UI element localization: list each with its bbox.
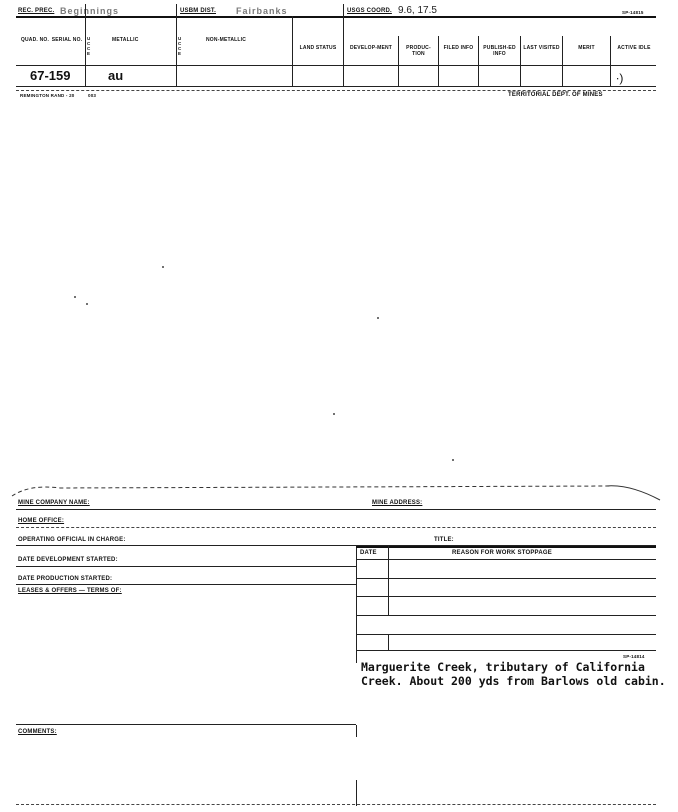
rec-prec-handwritten: Beginnings <box>60 6 119 16</box>
usgs-coord-label: USGS COORD. <box>347 8 392 14</box>
typed-note-line: Marguerite Creek, tributary of California <box>361 660 645 674</box>
table-row-rule <box>356 615 656 616</box>
col-divider <box>562 36 563 86</box>
scan-speck <box>452 459 454 461</box>
table-row-rule <box>356 650 656 651</box>
scan-speck <box>74 296 76 298</box>
col-divider <box>610 36 611 86</box>
published-info-header: PUBLISH-ED INFO <box>483 45 516 57</box>
title-label: TITLE: <box>434 537 454 543</box>
table-row-rule <box>356 578 656 579</box>
scan-speck <box>162 266 164 268</box>
printer-credit: REMINGTON RAND - 20 <box>20 93 75 98</box>
production-header: PRODUC-TION <box>406 45 431 57</box>
mine-address-label: MINE ADDRESS: <box>372 500 423 506</box>
col-divider <box>478 36 479 86</box>
usbm-dist-handwritten: Fairbanks <box>236 6 288 16</box>
col-divider <box>520 36 521 86</box>
scan-speck <box>377 317 379 319</box>
quad-serial-value: 67-159 <box>30 68 71 83</box>
stoppage-reason-header: REASON FOR WORK STOPPAGE <box>452 550 552 556</box>
typed-note-line: Creek. About 200 yds from Barlows old cabin. <box>361 674 666 688</box>
col-divider <box>176 4 177 86</box>
table-row-rule <box>356 596 656 597</box>
home-office-label: HOME OFFICE: <box>18 518 65 524</box>
metallic-header: METALLIC <box>112 37 139 43</box>
data-row-bottom-rule <box>16 86 656 87</box>
table-row-rule <box>356 559 656 560</box>
table-left-border <box>356 545 357 663</box>
rule <box>16 584 356 585</box>
ucce-nonmetallic-header: U C C E <box>178 36 182 56</box>
printer-code: 003 <box>88 93 97 98</box>
date-development-label: DATE DEVELOPMENT STARTED: <box>18 557 118 563</box>
col-divider <box>398 36 399 86</box>
divider <box>356 780 357 806</box>
form-number-bottom: SP-14814 <box>623 654 645 659</box>
stoppage-date-header: DATE <box>360 550 377 556</box>
leases-offers-label: LEASES & OFFERS — TERMS OF: <box>18 588 122 594</box>
typed-location-note <box>361 660 666 688</box>
rec-prec-label: REC. PREC. <box>18 8 55 14</box>
active-idle-header: ACTIVE IDLE <box>617 45 651 51</box>
serial-no-header: SERIAL NO. <box>51 37 83 43</box>
last-visited-header: LAST VISITED <box>523 45 560 51</box>
filed-info-header: FILED INFO <box>443 45 474 51</box>
card-cut-line <box>16 90 656 91</box>
header-rule-top <box>16 16 656 18</box>
rule <box>16 566 356 567</box>
rule <box>16 509 656 510</box>
col-divider <box>438 36 439 86</box>
development-header: DEVELOP-MENT <box>349 45 393 51</box>
rule <box>356 546 656 548</box>
table-col-divider <box>388 546 389 616</box>
scan-speck <box>333 413 335 415</box>
card-cut-curve <box>10 478 670 504</box>
ucce-metallic-header: U C C E <box>87 36 91 56</box>
col-divider <box>85 4 86 86</box>
usbm-dist-label: USBM DIST. <box>180 8 217 14</box>
divider <box>356 725 357 737</box>
non-metallic-header: NON-METALLIC <box>206 37 247 43</box>
bottom-cut-line <box>16 804 656 805</box>
date-production-label: DATE PRODUCTION STARTED: <box>18 576 113 582</box>
form-number-top: SP-14815 <box>622 10 644 15</box>
rule <box>16 527 656 528</box>
usgs-coord-value: 9.6, 17.5 <box>398 5 437 16</box>
land-status-header: LAND STATUS <box>299 45 337 51</box>
table-col-divider <box>388 634 389 650</box>
department-name: TERRITORIAL DEPT. OF MINES <box>508 92 603 98</box>
scan-speck <box>86 303 88 305</box>
active-idle-mark: ∙) <box>616 71 624 85</box>
rule <box>16 724 356 725</box>
data-row-top-rule <box>16 65 656 66</box>
col-divider <box>292 16 293 86</box>
operating-official-label: OPERATING OFFICIAL IN CHARGE: <box>18 537 126 543</box>
col-divider <box>343 4 344 86</box>
mine-company-name-label: MINE COMPANY NAME: <box>18 500 90 506</box>
metallic-value: au <box>108 68 124 83</box>
quad-no-header: QUAD. NO. <box>20 37 50 43</box>
comments-label: COMMENTS: <box>18 729 57 735</box>
table-row-rule <box>356 634 656 635</box>
merit-header: MERIT <box>578 45 595 51</box>
